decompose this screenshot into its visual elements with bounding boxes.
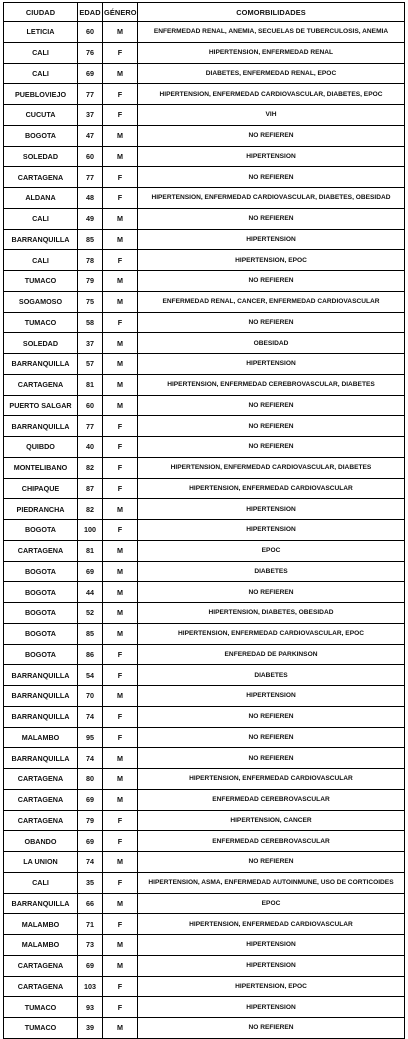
cell-edad: 81 xyxy=(78,540,103,561)
cell-genero: M xyxy=(103,789,138,810)
table-row xyxy=(4,852,405,873)
cell-edad: 82 xyxy=(78,457,103,478)
table-body xyxy=(4,22,405,1039)
cell-comorbilidades: NO REFIEREN xyxy=(138,582,405,603)
cell-ciudad: CHIPAQUE xyxy=(4,478,78,499)
cell-edad: 69 xyxy=(78,789,103,810)
cell-comorbilidades: DIABETES xyxy=(138,665,405,686)
table-row xyxy=(4,623,405,644)
cell-ciudad: MALAMBO xyxy=(4,935,78,956)
cell-comorbilidades: EPOC xyxy=(138,540,405,561)
cell-comorbilidades: HIPERTENSION, ENFERMEDAD RENAL xyxy=(138,42,405,63)
cell-comorbilidades: DIABETES, ENFERMEDAD RENAL, EPOC xyxy=(138,63,405,84)
cell-edad: 73 xyxy=(78,935,103,956)
cell-ciudad: CALI xyxy=(4,250,78,271)
table-row xyxy=(4,374,405,395)
cell-comorbilidades: HIPERTENSION, ENFERMEDAD CARDIOVASCULAR, DIABETES, OBESIDAD xyxy=(138,188,405,209)
cell-ciudad: PIEDRANCHA xyxy=(4,499,78,520)
table-row xyxy=(4,84,405,105)
cell-edad: 78 xyxy=(78,250,103,271)
cell-genero: M xyxy=(103,540,138,561)
cell-genero: F xyxy=(103,997,138,1018)
cell-comorbilidades: HIPERTENSION, ENFERMEDAD CARDIOVASCULAR, EPOC xyxy=(138,623,405,644)
cell-edad: 69 xyxy=(78,955,103,976)
cell-comorbilidades: HIPERTENSION xyxy=(138,520,405,541)
cell-edad: 77 xyxy=(78,416,103,437)
cell-ciudad: BARRANQUILLA xyxy=(4,686,78,707)
cell-comorbilidades: HIPERTENSION xyxy=(138,686,405,707)
cell-comorbilidades: HIPERTENSION xyxy=(138,955,405,976)
cell-edad: 60 xyxy=(78,22,103,43)
cell-comorbilidades: NO REFIEREN xyxy=(138,312,405,333)
table-row xyxy=(4,271,405,292)
cell-edad: 35 xyxy=(78,872,103,893)
cell-comorbilidades: NO REFIEREN xyxy=(138,416,405,437)
cell-ciudad: MALAMBO xyxy=(4,727,78,748)
cell-ciudad: BOGOTA xyxy=(4,582,78,603)
cell-ciudad: PUEBLOVIEJO xyxy=(4,84,78,105)
cell-genero: F xyxy=(103,872,138,893)
cell-comorbilidades: NO REFIEREN xyxy=(138,852,405,873)
table-row xyxy=(4,416,405,437)
table-row xyxy=(4,457,405,478)
cell-genero: F xyxy=(103,478,138,499)
cell-genero: F xyxy=(103,976,138,997)
cell-edad: 58 xyxy=(78,312,103,333)
cell-comorbilidades: HIPERTENSION, ENFERMEDAD CARDIOVASCULAR xyxy=(138,914,405,935)
table-row xyxy=(4,208,405,229)
cell-edad: 82 xyxy=(78,499,103,520)
cell-ciudad: TUMACO xyxy=(4,312,78,333)
table-row xyxy=(4,644,405,665)
cell-comorbilidades: HIPERTENSION, ENFERMEDAD CARDIOVASCULAR xyxy=(138,769,405,790)
table-row xyxy=(4,229,405,250)
cell-ciudad: CARTAGENA xyxy=(4,167,78,188)
cell-edad: 100 xyxy=(78,520,103,541)
table-row xyxy=(4,499,405,520)
cell-comorbilidades: NO REFIEREN xyxy=(138,395,405,416)
cell-comorbilidades: HIPERTENSION, EPOC xyxy=(138,976,405,997)
cell-comorbilidades: HIPERTENSION xyxy=(138,499,405,520)
cell-genero: F xyxy=(103,437,138,458)
cell-genero: M xyxy=(103,291,138,312)
cell-edad: 85 xyxy=(78,623,103,644)
cell-edad: 75 xyxy=(78,291,103,312)
cell-genero: M xyxy=(103,769,138,790)
table-row xyxy=(4,727,405,748)
cell-ciudad: BOGOTA xyxy=(4,603,78,624)
cell-ciudad: BOGOTA xyxy=(4,561,78,582)
cell-genero: M xyxy=(103,686,138,707)
table-row xyxy=(4,955,405,976)
cell-genero: M xyxy=(103,208,138,229)
cell-edad: 66 xyxy=(78,893,103,914)
cell-ciudad: CARTAGENA xyxy=(4,769,78,790)
table-row xyxy=(4,250,405,271)
cell-edad: 85 xyxy=(78,229,103,250)
cell-genero: F xyxy=(103,810,138,831)
cell-edad: 47 xyxy=(78,125,103,146)
cell-genero: M xyxy=(103,354,138,375)
cell-edad: 71 xyxy=(78,914,103,935)
cell-comorbilidades: HIPERTENSION xyxy=(138,935,405,956)
cell-genero: F xyxy=(103,706,138,727)
cell-edad: 74 xyxy=(78,852,103,873)
cell-genero: M xyxy=(103,146,138,167)
cell-genero: M xyxy=(103,582,138,603)
cell-ciudad: CARTAGENA xyxy=(4,789,78,810)
cell-ciudad: MONTELIBANO xyxy=(4,457,78,478)
cell-edad: 80 xyxy=(78,769,103,790)
table-row xyxy=(4,769,405,790)
table-row xyxy=(4,291,405,312)
cell-edad: 37 xyxy=(78,105,103,126)
cell-comorbilidades: HIPERTENSION xyxy=(138,354,405,375)
table-row xyxy=(4,810,405,831)
cell-genero: M xyxy=(103,333,138,354)
cell-comorbilidades: EPOC xyxy=(138,893,405,914)
cell-genero: M xyxy=(103,603,138,624)
cell-genero: F xyxy=(103,727,138,748)
cell-comorbilidades: NO REFIEREN xyxy=(138,167,405,188)
cell-edad: 95 xyxy=(78,727,103,748)
table-row xyxy=(4,914,405,935)
cell-comorbilidades: NO REFIEREN xyxy=(138,437,405,458)
header-comorbilidades: COMORBILIDADES xyxy=(138,3,405,22)
cell-comorbilidades: HIPERTENSION xyxy=(138,229,405,250)
header-edad: EDAD xyxy=(78,3,103,22)
cell-genero: M xyxy=(103,271,138,292)
header-ciudad: CIUDAD xyxy=(4,3,78,22)
table-row xyxy=(4,935,405,956)
cell-edad: 44 xyxy=(78,582,103,603)
cell-genero: M xyxy=(103,1018,138,1039)
table-row xyxy=(4,665,405,686)
cell-ciudad: TUMACO xyxy=(4,997,78,1018)
cell-genero: F xyxy=(103,457,138,478)
table-header xyxy=(4,3,405,22)
table-row xyxy=(4,706,405,727)
cell-genero: M xyxy=(103,561,138,582)
cell-ciudad: BOGOTA xyxy=(4,125,78,146)
cell-comorbilidades: HIPERTENSION xyxy=(138,997,405,1018)
table-row xyxy=(4,395,405,416)
cell-genero: F xyxy=(103,167,138,188)
cell-ciudad: BARRANQUILLA xyxy=(4,416,78,437)
cell-genero: M xyxy=(103,893,138,914)
cell-genero: F xyxy=(103,520,138,541)
cell-edad: 77 xyxy=(78,167,103,188)
cell-genero: M xyxy=(103,852,138,873)
cell-edad: 49 xyxy=(78,208,103,229)
cell-genero: M xyxy=(103,22,138,43)
cell-ciudad: BOGOTA xyxy=(4,644,78,665)
table-row xyxy=(4,188,405,209)
cell-comorbilidades: ENFEREDAD DE PARKINSON xyxy=(138,644,405,665)
cell-ciudad: TUMACO xyxy=(4,1018,78,1039)
cell-ciudad: BARRANQUILLA xyxy=(4,229,78,250)
cell-genero: F xyxy=(103,250,138,271)
cell-edad: 69 xyxy=(78,63,103,84)
cell-edad: 79 xyxy=(78,271,103,292)
cell-edad: 69 xyxy=(78,831,103,852)
cell-ciudad: LETICIA xyxy=(4,22,78,43)
cell-ciudad: CARTAGENA xyxy=(4,374,78,395)
cell-genero: M xyxy=(103,499,138,520)
cell-ciudad: CALI xyxy=(4,63,78,84)
cell-edad: 70 xyxy=(78,686,103,707)
cell-edad: 48 xyxy=(78,188,103,209)
table-row xyxy=(4,893,405,914)
table-row xyxy=(4,582,405,603)
cell-ciudad: CUCUTA xyxy=(4,105,78,126)
table-row xyxy=(4,520,405,541)
table-row xyxy=(4,997,405,1018)
cell-genero: M xyxy=(103,63,138,84)
cell-ciudad: OBANDO xyxy=(4,831,78,852)
cell-genero: F xyxy=(103,665,138,686)
cell-edad: 93 xyxy=(78,997,103,1018)
cell-edad: 52 xyxy=(78,603,103,624)
table-row xyxy=(4,105,405,126)
cell-comorbilidades: ENFERMEDAD RENAL, CANCER, ENFERMEDAD CARDIOVASCULAR xyxy=(138,291,405,312)
cell-ciudad: BOGOTA xyxy=(4,520,78,541)
table-row xyxy=(4,312,405,333)
cell-edad: 74 xyxy=(78,748,103,769)
cell-comorbilidades: NO REFIEREN xyxy=(138,727,405,748)
cell-genero: F xyxy=(103,105,138,126)
table-row xyxy=(4,146,405,167)
cell-edad: 103 xyxy=(78,976,103,997)
table-row xyxy=(4,789,405,810)
cell-ciudad: BARRANQUILLA xyxy=(4,893,78,914)
table-row xyxy=(4,63,405,84)
cell-ciudad: CARTAGENA xyxy=(4,540,78,561)
table-row xyxy=(4,748,405,769)
cell-ciudad: CALI xyxy=(4,208,78,229)
cell-comorbilidades: NO REFIEREN xyxy=(138,208,405,229)
cell-comorbilidades: HIPERTENSION, ENFERMEDAD CARDIOVASCULAR, DIABETES, EPOC xyxy=(138,84,405,105)
cell-genero: M xyxy=(103,748,138,769)
cell-comorbilidades: NO REFIEREN xyxy=(138,748,405,769)
table-row xyxy=(4,167,405,188)
table-row xyxy=(4,686,405,707)
cell-genero: M xyxy=(103,955,138,976)
comorbidities-table xyxy=(3,2,405,1039)
table-row xyxy=(4,976,405,997)
cell-ciudad: CALI xyxy=(4,42,78,63)
cell-edad: 60 xyxy=(78,395,103,416)
cell-ciudad: SOLEDAD xyxy=(4,146,78,167)
cell-edad: 54 xyxy=(78,665,103,686)
cell-genero: F xyxy=(103,644,138,665)
cell-genero: F xyxy=(103,914,138,935)
cell-comorbilidades: ENFERMEDAD CEREBROVASCULAR xyxy=(138,789,405,810)
header-row xyxy=(4,3,405,22)
cell-comorbilidades: DIABETES xyxy=(138,561,405,582)
cell-ciudad: CARTAGENA xyxy=(4,955,78,976)
table-row xyxy=(4,437,405,458)
cell-edad: 86 xyxy=(78,644,103,665)
cell-ciudad: SOGAMOSO xyxy=(4,291,78,312)
table-row xyxy=(4,831,405,852)
cell-edad: 39 xyxy=(78,1018,103,1039)
cell-ciudad: CARTAGENA xyxy=(4,976,78,997)
cell-ciudad: BARRANQUILLA xyxy=(4,665,78,686)
cell-edad: 37 xyxy=(78,333,103,354)
cell-comorbilidades: HIPERTENSION, ASMA, ENFERMEDAD AUTOINMUNE, USO DE CORTICOIDES xyxy=(138,872,405,893)
cell-genero: M xyxy=(103,125,138,146)
cell-comorbilidades: HIPERTENSION, ENFERMEDAD CARDIOVASCULAR xyxy=(138,478,405,499)
cell-ciudad: LA UNION xyxy=(4,852,78,873)
cell-comorbilidades: NO REFIEREN xyxy=(138,706,405,727)
cell-ciudad: BARRANQUILLA xyxy=(4,354,78,375)
cell-genero: F xyxy=(103,42,138,63)
cell-edad: 60 xyxy=(78,146,103,167)
cell-edad: 40 xyxy=(78,437,103,458)
cell-edad: 77 xyxy=(78,84,103,105)
cell-edad: 79 xyxy=(78,810,103,831)
cell-edad: 57 xyxy=(78,354,103,375)
cell-genero: F xyxy=(103,312,138,333)
cell-genero: M xyxy=(103,374,138,395)
cell-comorbilidades: HIPERTENSION, EPOC xyxy=(138,250,405,271)
table-row xyxy=(4,478,405,499)
table-row xyxy=(4,1018,405,1039)
cell-comorbilidades: ENFERMEDAD RENAL, ANEMIA, SECUELAS DE TUBERCULOSIS, ANEMIA xyxy=(138,22,405,43)
cell-edad: 87 xyxy=(78,478,103,499)
cell-edad: 74 xyxy=(78,706,103,727)
cell-ciudad: ALDANA xyxy=(4,188,78,209)
table-row xyxy=(4,42,405,63)
cell-ciudad: BARRANQUILLA xyxy=(4,706,78,727)
cell-comorbilidades: HIPERTENSION xyxy=(138,146,405,167)
cell-comorbilidades: HIPERTENSION, ENFERMEDAD CEREBROVASCULAR, DIABETES xyxy=(138,374,405,395)
cell-genero: F xyxy=(103,416,138,437)
table-row xyxy=(4,540,405,561)
cell-comorbilidades: ENFERMEDAD CEREBROVASCULAR xyxy=(138,831,405,852)
cell-comorbilidades: NO REFIEREN xyxy=(138,1018,405,1039)
table-row xyxy=(4,354,405,375)
cell-comorbilidades: VIH xyxy=(138,105,405,126)
table-row xyxy=(4,333,405,354)
cell-edad: 81 xyxy=(78,374,103,395)
table-row xyxy=(4,561,405,582)
cell-comorbilidades: OBESIDAD xyxy=(138,333,405,354)
cell-comorbilidades: HIPERTENSION, CANCER xyxy=(138,810,405,831)
table-row xyxy=(4,125,405,146)
cell-ciudad: BARRANQUILLA xyxy=(4,748,78,769)
cell-ciudad: BOGOTA xyxy=(4,623,78,644)
cell-genero: F xyxy=(103,831,138,852)
cell-genero: F xyxy=(103,188,138,209)
cell-genero: M xyxy=(103,935,138,956)
cell-comorbilidades: HIPERTENSION, DIABETES, OBESIDAD xyxy=(138,603,405,624)
cell-comorbilidades: NO REFIEREN xyxy=(138,125,405,146)
cell-ciudad: SOLEDAD xyxy=(4,333,78,354)
cell-genero: F xyxy=(103,84,138,105)
cell-ciudad: QUIBDO xyxy=(4,437,78,458)
cell-ciudad: MALAMBO xyxy=(4,914,78,935)
cell-genero: M xyxy=(103,229,138,250)
table-row xyxy=(4,22,405,43)
header-genero: GÉNERO xyxy=(103,3,138,22)
cell-ciudad: CARTAGENA xyxy=(4,810,78,831)
cell-ciudad: CALI xyxy=(4,872,78,893)
cell-edad: 69 xyxy=(78,561,103,582)
cell-comorbilidades: HIPERTENSION, ENFERMEDAD CARDIOVASCULAR, DIABETES xyxy=(138,457,405,478)
cell-ciudad: TUMACO xyxy=(4,271,78,292)
cell-genero: M xyxy=(103,395,138,416)
table-row xyxy=(4,872,405,893)
cell-genero: M xyxy=(103,623,138,644)
table-row xyxy=(4,603,405,624)
cell-edad: 76 xyxy=(78,42,103,63)
cell-comorbilidades: NO REFIEREN xyxy=(138,271,405,292)
cell-ciudad: PUERTO SALGAR xyxy=(4,395,78,416)
